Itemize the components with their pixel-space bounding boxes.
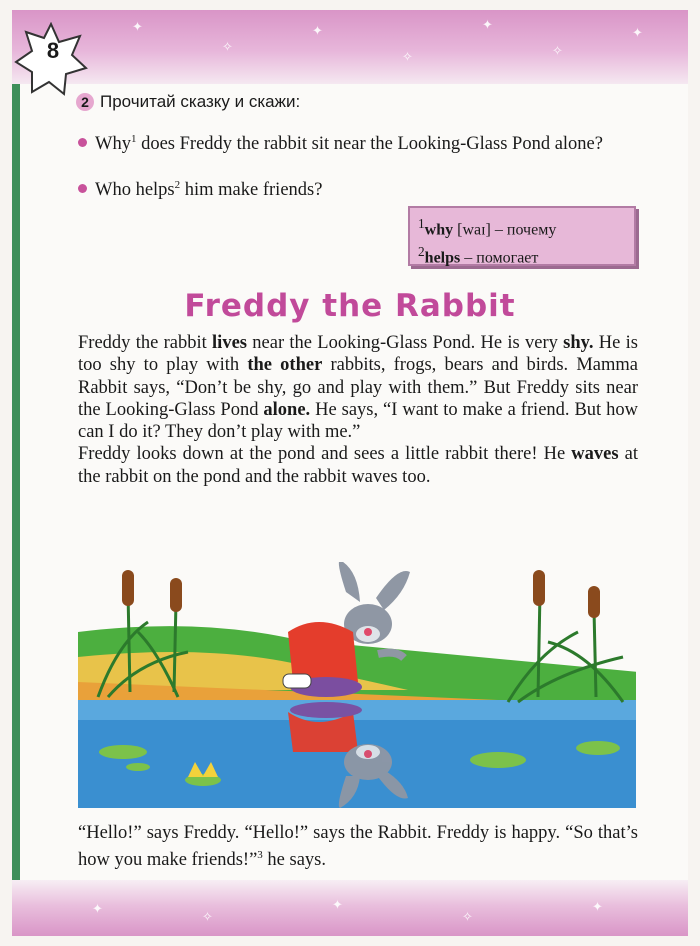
glossary-transcription: [waɪ] (457, 221, 491, 239)
glossary-translation: – помогает (464, 249, 539, 267)
story-paragraph-1 (78, 332, 638, 443)
glossary-box (408, 206, 636, 266)
story-title: Freddy the Rabbit (184, 288, 516, 324)
story-paragraph-2 (78, 443, 638, 488)
glossary-translation: – почему (494, 221, 557, 239)
task-instruction: Прочитай сказку и скажи: (100, 92, 301, 111)
ending-text: “Hello!” says Freddy. “Hello!” says the Rabbit. Freddy is happy. “So that’s how you make friends!” (78, 823, 638, 871)
bullet-icon (78, 138, 87, 147)
question-text: does Freddy the rabbit sit near the Looking-Glass Pond alone? (136, 134, 603, 155)
task-header (76, 92, 666, 112)
rabbit-pond-illustration (78, 562, 636, 808)
question-1 (78, 128, 648, 156)
page-number: 8 (46, 38, 60, 63)
story-text: He says, “I want to make a friend. But how can I do it? They don’t play with me.” (78, 399, 638, 443)
glossary-entry (418, 213, 626, 241)
story-bold-word: alone. (263, 399, 311, 420)
story-text: Freddy the rabbit (78, 333, 213, 353)
glossary-entry (418, 241, 626, 269)
footnote-marker: 2 (174, 179, 181, 191)
top-decorative-band: ✦ ✧ ✦ ✧ ✦ ✧ ✦ (12, 10, 688, 84)
glossary-word: helps (424, 249, 461, 267)
story-bold-word: lives (212, 333, 247, 353)
footnote-marker: 3 (257, 849, 263, 862)
question-text: Who helps (95, 180, 175, 201)
story-text: He is too shy to play with (78, 333, 639, 376)
footnote-marker: 1 (418, 216, 425, 231)
question-text: Why (95, 134, 131, 155)
story-text: Freddy looks down at the pond and sees a little rabbit there! He (78, 444, 572, 465)
question-text: him make friends? (180, 180, 323, 201)
bullet-icon (78, 184, 87, 193)
story-text: at the rabbit on the pond and the rabbit waves too. (78, 444, 638, 487)
footnote-marker: 2 (418, 244, 425, 260)
story-ending (78, 822, 638, 872)
page-edge-strip (12, 10, 20, 936)
ending-text: he says. (262, 850, 326, 871)
story-bold-word: shy. (563, 333, 594, 353)
task-number: 2 (76, 93, 94, 111)
story-bold-word: the other (247, 355, 323, 376)
footnote-marker: 1 (130, 133, 137, 145)
story-body (78, 332, 638, 488)
question-2 (78, 174, 648, 202)
glossary-word: why (424, 221, 454, 239)
story-text: rabbits, frogs, bears and birds. Mamma Rabbit says, “Don’t be shy, go and play with them.” But Freddy sits near the Looking-Glass Pond (78, 355, 638, 420)
bottom-decorative-band: ✦ ✧ ✦ ✧ ✦ (12, 880, 688, 936)
story-bold-word: waves (571, 444, 619, 465)
story-text: near the Looking-Glass Pond. He is very (247, 333, 564, 353)
